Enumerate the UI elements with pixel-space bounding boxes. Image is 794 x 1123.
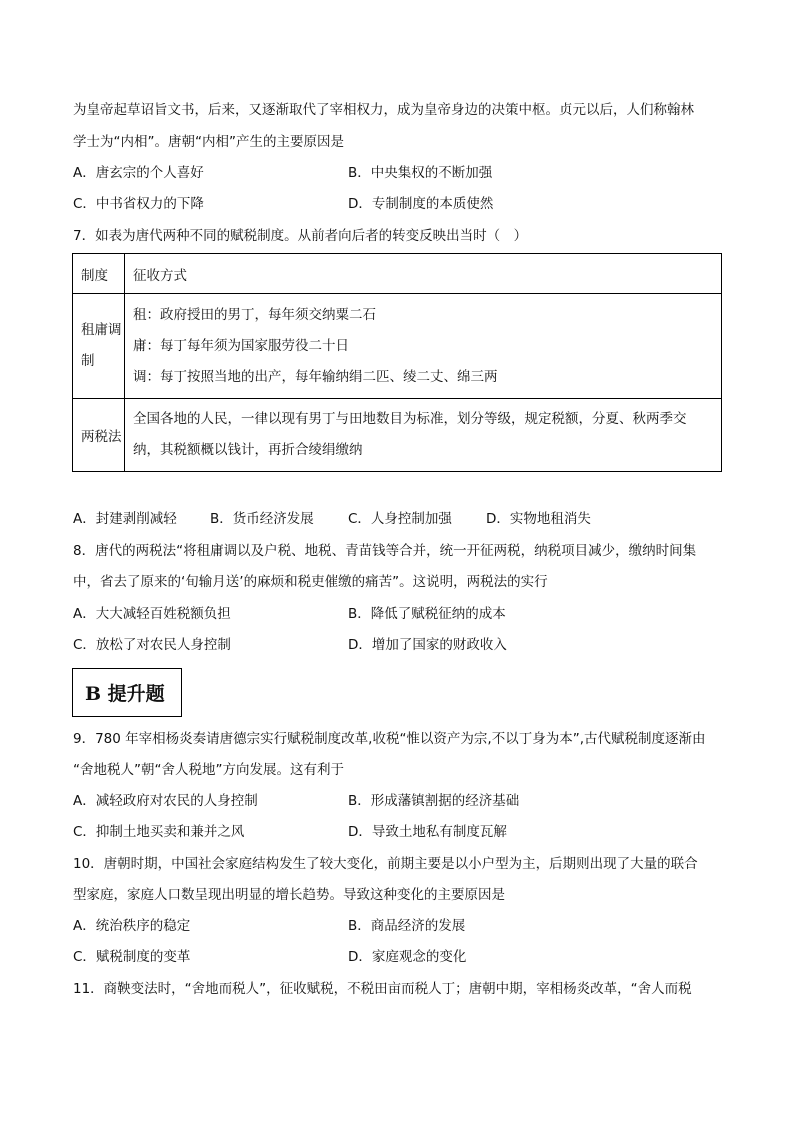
q8-option-b: B．降低了赋税征纳的成本 bbox=[348, 606, 506, 622]
q6-option-c: C．中书省权力的下降 bbox=[73, 196, 204, 212]
table-header-system: 制度 bbox=[73, 254, 125, 294]
q8-stem-line1: 8．唐代的两税法“将租庸调以及户税、地税、青苗钱等合并，统一开征两税，纳税项目减少，缴纳时间集 bbox=[73, 543, 697, 559]
q7-option-c: C．人身控制加强 bbox=[348, 511, 452, 527]
table-cell-zuyongdiao-method bbox=[125, 294, 722, 399]
q7-option-d: D．实物地租消失 bbox=[486, 511, 591, 527]
q9-stem-line2: “舍地税人”朝“舍人税地”方向发展。这有利于 bbox=[73, 762, 344, 778]
zuyongdiao-yong: 庸：每丁每年须为国家服劳役二十日 bbox=[133, 337, 349, 354]
q9-option-d: D．导致土地私有制度瓦解 bbox=[348, 824, 507, 840]
q10-option-a: A．统治秩序的稳定 bbox=[73, 918, 191, 934]
q6-option-d: D．专制制度的本质使然 bbox=[348, 196, 494, 212]
q11-stem-line1: 11．商鞅变法时，“舍地而税人”，征收赋税，不税田亩而税人丁；唐朝中期，宰相杨炎改革，“舍人而税 bbox=[73, 981, 692, 997]
table-header-row bbox=[73, 254, 722, 294]
q6-stem-line2: 学士为“内相”。唐朝“内相”产生的主要原因是 bbox=[73, 134, 344, 150]
q8-option-a: A．大大减轻百姓税额负担 bbox=[73, 606, 231, 622]
q9-option-b: B．形成藩镇割据的经济基础 bbox=[348, 793, 520, 809]
q10-stem-line2: 型家庭，家庭人口数呈现出明显的增长趋势。导致这种变化的主要原因是 bbox=[73, 887, 505, 903]
table-cell-liangshuifa-method bbox=[125, 399, 722, 472]
section-title-box: B 提升题 bbox=[72, 668, 182, 717]
zuyongdiao-diao: 调：每丁按照当地的出产，每年输纳绢二匹、绫二丈、绵三两 bbox=[133, 368, 498, 385]
q8-option-d: D．增加了国家的财政收入 bbox=[348, 637, 507, 653]
zuyongdiao-zu: 租：政府授田的男丁，每年须交纳粟二石 bbox=[133, 306, 376, 323]
q7-option-b: B．货币经济发展 bbox=[210, 511, 314, 527]
q7-option-a: A．封建剥削减轻 bbox=[73, 511, 177, 527]
table-row bbox=[73, 294, 722, 399]
q7-stem: 7．如表为唐代两种不同的赋税制度。从前者向后者的转变反映出当时（ ） bbox=[73, 228, 528, 244]
q10-stem-line1: 10．唐朝时期，中国社会家庭结构发生了较大变化，前期主要是以小户型为主，后期则出现了大量的联合 bbox=[73, 856, 698, 872]
table-header-method: 征收方式 bbox=[125, 254, 722, 294]
zuyongdiao-label: 租庸调制 bbox=[81, 322, 122, 369]
q10-option-c: C．赋税制度的变革 bbox=[73, 949, 191, 965]
q6-option-a: A．唐玄宗的个人喜好 bbox=[73, 165, 204, 181]
table-cell-liangshuifa-name: 两税法 bbox=[73, 399, 125, 472]
table-row bbox=[73, 399, 722, 472]
q6-stem-line1: 为皇帝起草诏旨文书，后来，又逐渐取代了宰相权力，成为皇帝身边的决策中枢。贞元以后，人们称翰林 bbox=[73, 102, 694, 118]
q10-option-d: D．家庭观念的变化 bbox=[348, 949, 467, 965]
q9-option-c: C．抑制土地买卖和兼并之风 bbox=[73, 824, 245, 840]
q9-option-a: A．减轻政府对农民的人身控制 bbox=[73, 793, 258, 809]
tax-system-table bbox=[72, 253, 722, 472]
q9-stem-line1: 9．780 年宰相杨炎奏请唐德宗实行赋税制度改革,收税“惟以资产为宗,不以丁身为本”,古代赋税制度逐渐由 bbox=[73, 731, 706, 747]
q6-option-b: B．中央集权的不断加强 bbox=[348, 165, 493, 181]
q8-stem-line2: 中，省去了原来的‘旬输月送’的麻烦和税吏催缴的痛苦”。这说明，两税法的实行 bbox=[73, 574, 548, 590]
q10-option-b: B．商品经济的发展 bbox=[348, 918, 466, 934]
liangshuifa-text: 全国各地的人民，一律以现有男丁与田地数目为标准，划分等级，规定税额，分夏、秋两季交纳，其税额概以钱计，再折合绫绢缴纳 bbox=[133, 411, 687, 458]
q8-option-c: C．放松了对农民人身控制 bbox=[73, 637, 231, 653]
table-cell-zuyongdiao-name bbox=[73, 294, 125, 399]
